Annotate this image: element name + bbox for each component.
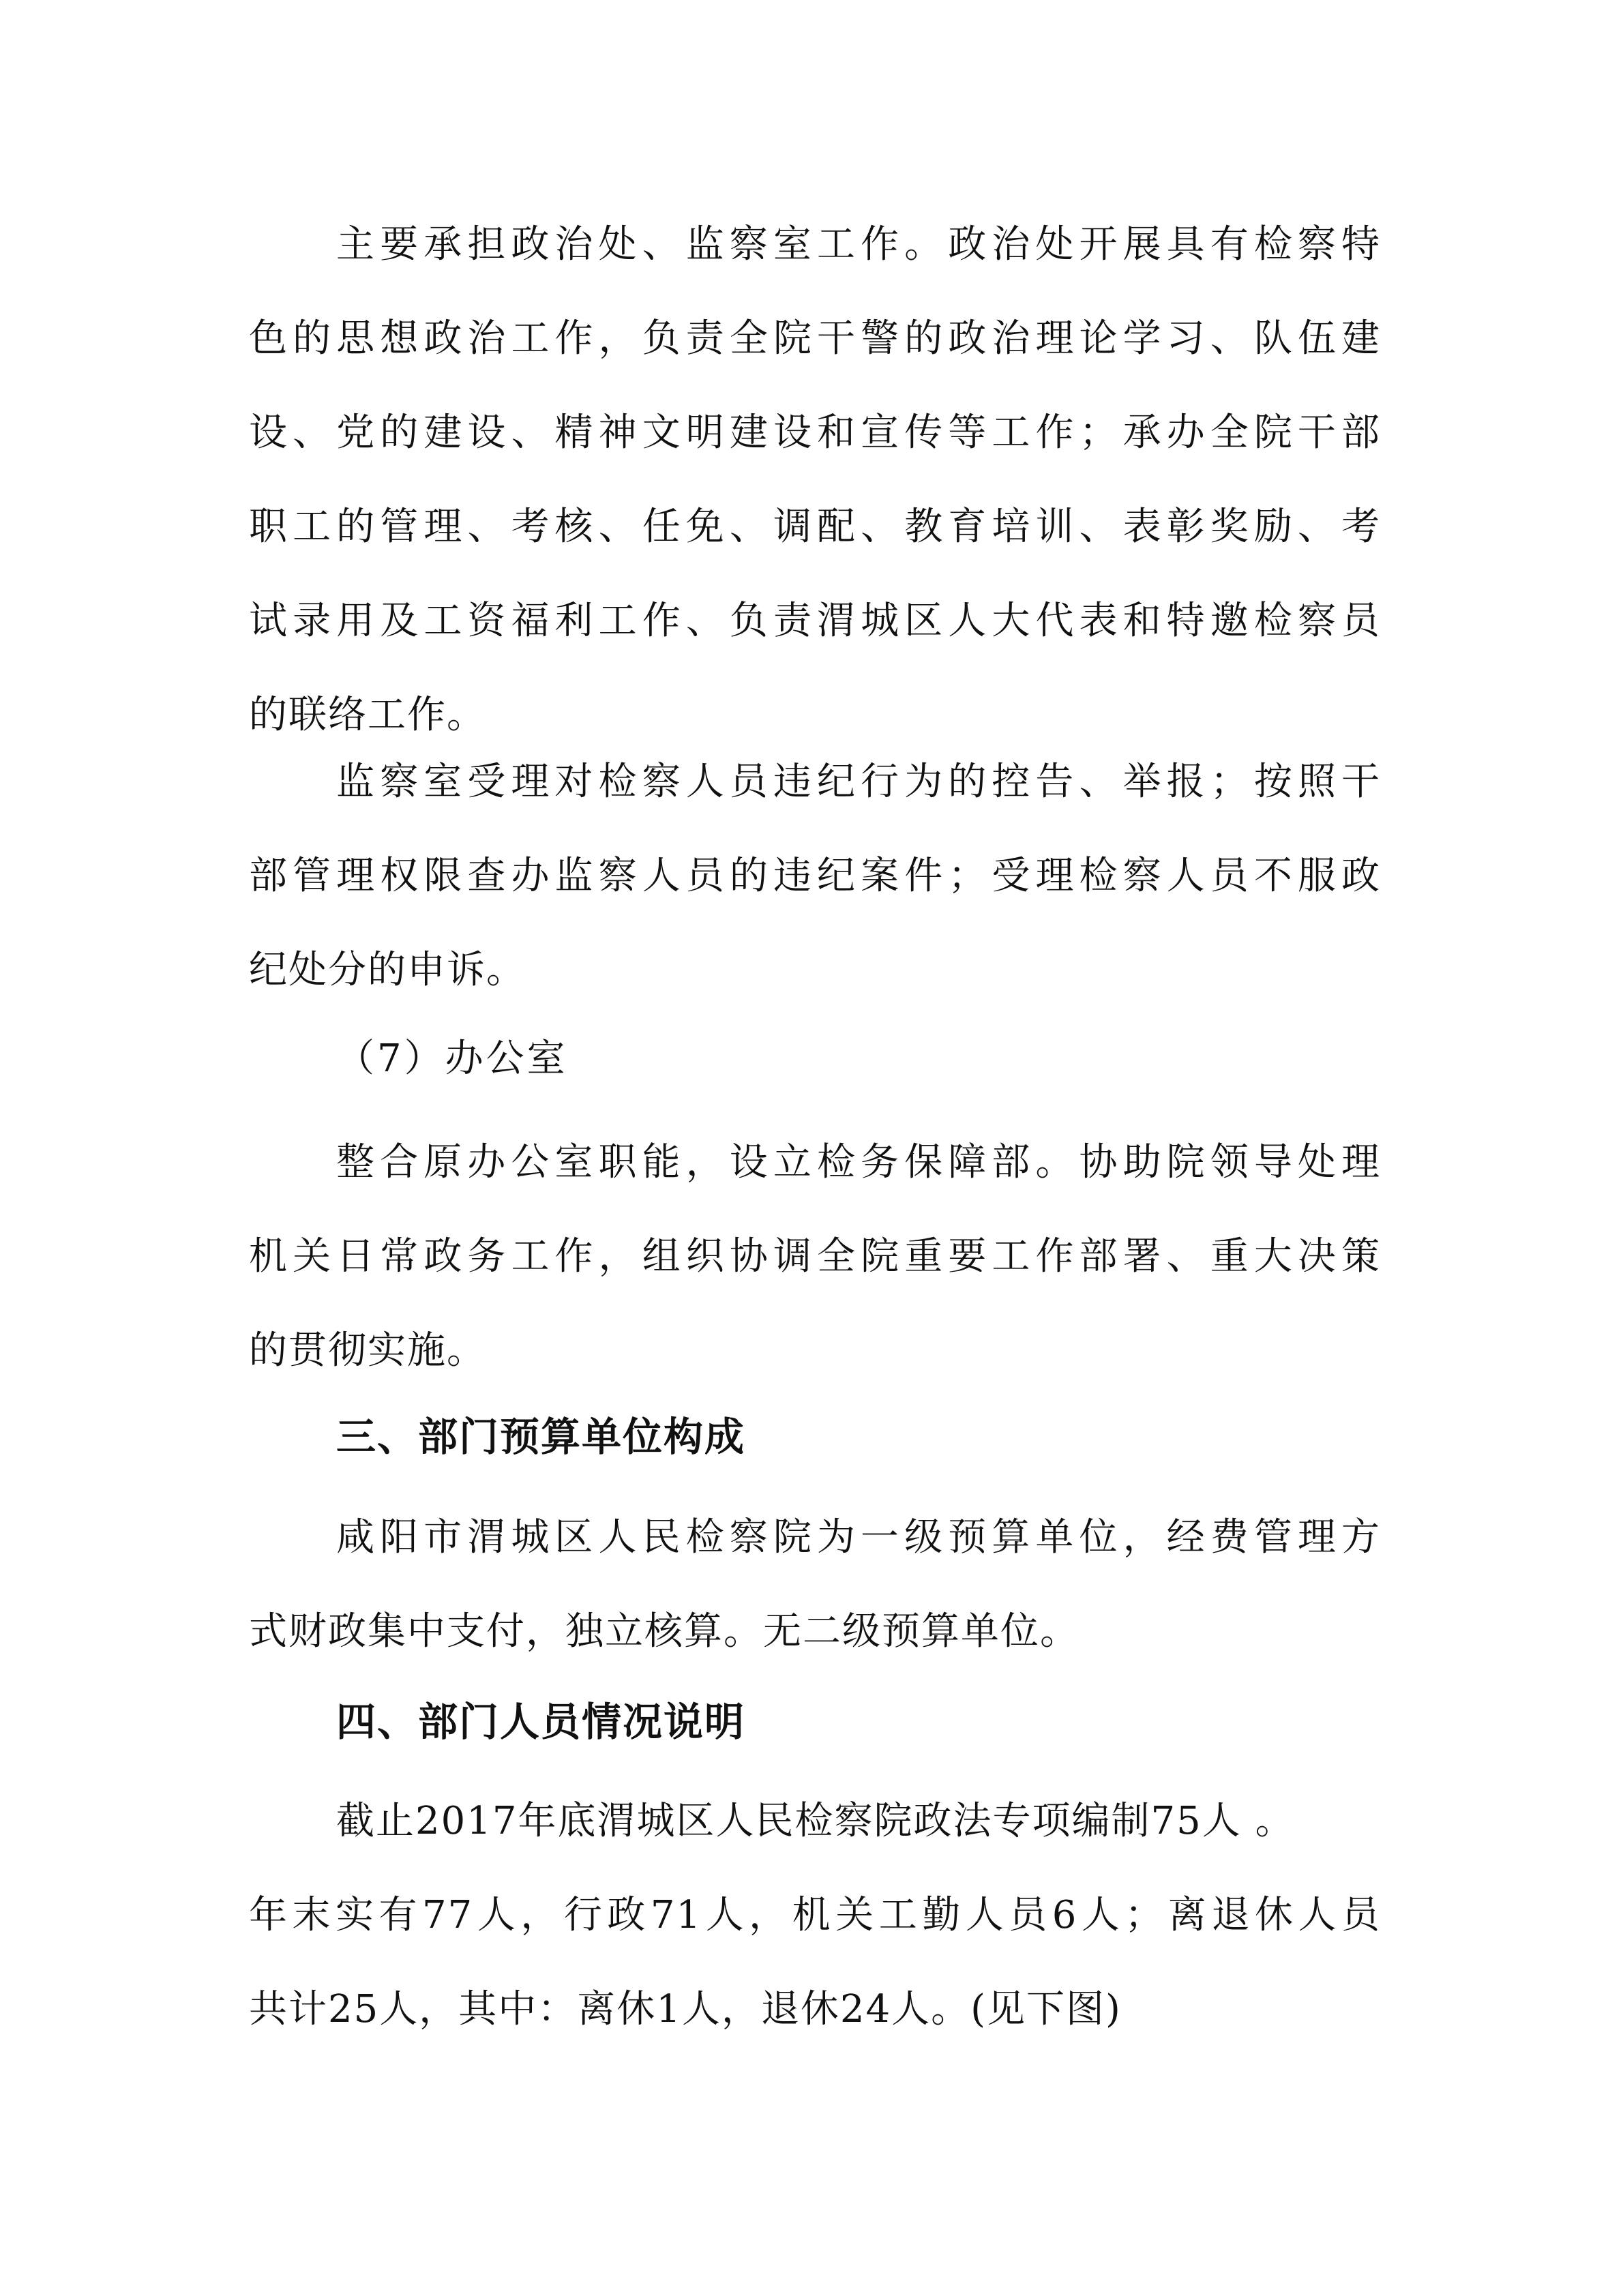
text-line: 主要承担政治处、监察室工作。政治处开展具有检察特: [336, 222, 1381, 267]
text-line: 试录用及工资福利工作、负责渭城区人大代表和特邀检察员: [249, 599, 1381, 643]
heading-budget-units: [249, 1390, 1381, 1484]
text-line: 纪处分的申诉。: [249, 948, 526, 992]
text-line: 截止2017年底渭城区人民检察院政法专项编制75人 。: [336, 1799, 1295, 1843]
paragraph-budget-units: [249, 1491, 1381, 1679]
text-line: 部管理权限查办监察人员的违纪案件；受理检察人员不服政: [249, 854, 1381, 898]
paragraph-staff: [249, 1774, 1381, 2057]
text-line: 共计25人，其中：离休1人，退休24人。(见下图): [249, 1987, 1122, 2031]
text-line: 式财政集中支付，独立核算。无二级预算单位。: [249, 1609, 1079, 1654]
section-heading: 三、部门预算单位构成: [336, 1414, 746, 1460]
paragraph-office-duties: [249, 1116, 1381, 1398]
paragraph-political-office: [249, 198, 1381, 762]
subheading-text: （7）办公室: [336, 1037, 568, 1081]
text-line: 监察室受理对检察人员违纪行为的控告、举报；按照干: [336, 760, 1381, 804]
heading-staff: [249, 1675, 1381, 1769]
text-line: 的联络工作。: [249, 693, 486, 737]
subheading-office: [249, 1012, 1381, 1106]
text-line: 职工的管理、考核、任免、调配、教育培训、表彰奖励、考: [249, 505, 1381, 549]
text-line: 的贯彻实施。: [249, 1328, 486, 1373]
text-line: 色的思想政治工作，负责全院干警的政治理论学习、队伍建: [249, 316, 1381, 361]
paragraph-supervision-office: [249, 735, 1381, 1017]
text-line: 设、党的建设、精神文明建设和宣传等工作；承办全院干部: [249, 411, 1381, 455]
text-line: 整合原办公室职能，设立检务保障部。协助院领导处理: [336, 1140, 1381, 1184]
text-line: 机关日常政务工作，组织协调全院重要工作部署、重大决策: [249, 1234, 1381, 1279]
text-line: 年末实有77人，行政71人，机关工勤人员6人；离退休人员: [249, 1893, 1381, 1937]
text-line: 咸阳市渭城区人民检察院为一级预算单位，经费管理方: [336, 1515, 1381, 1560]
section-heading: 四、部门人员情况说明: [336, 1699, 746, 1745]
